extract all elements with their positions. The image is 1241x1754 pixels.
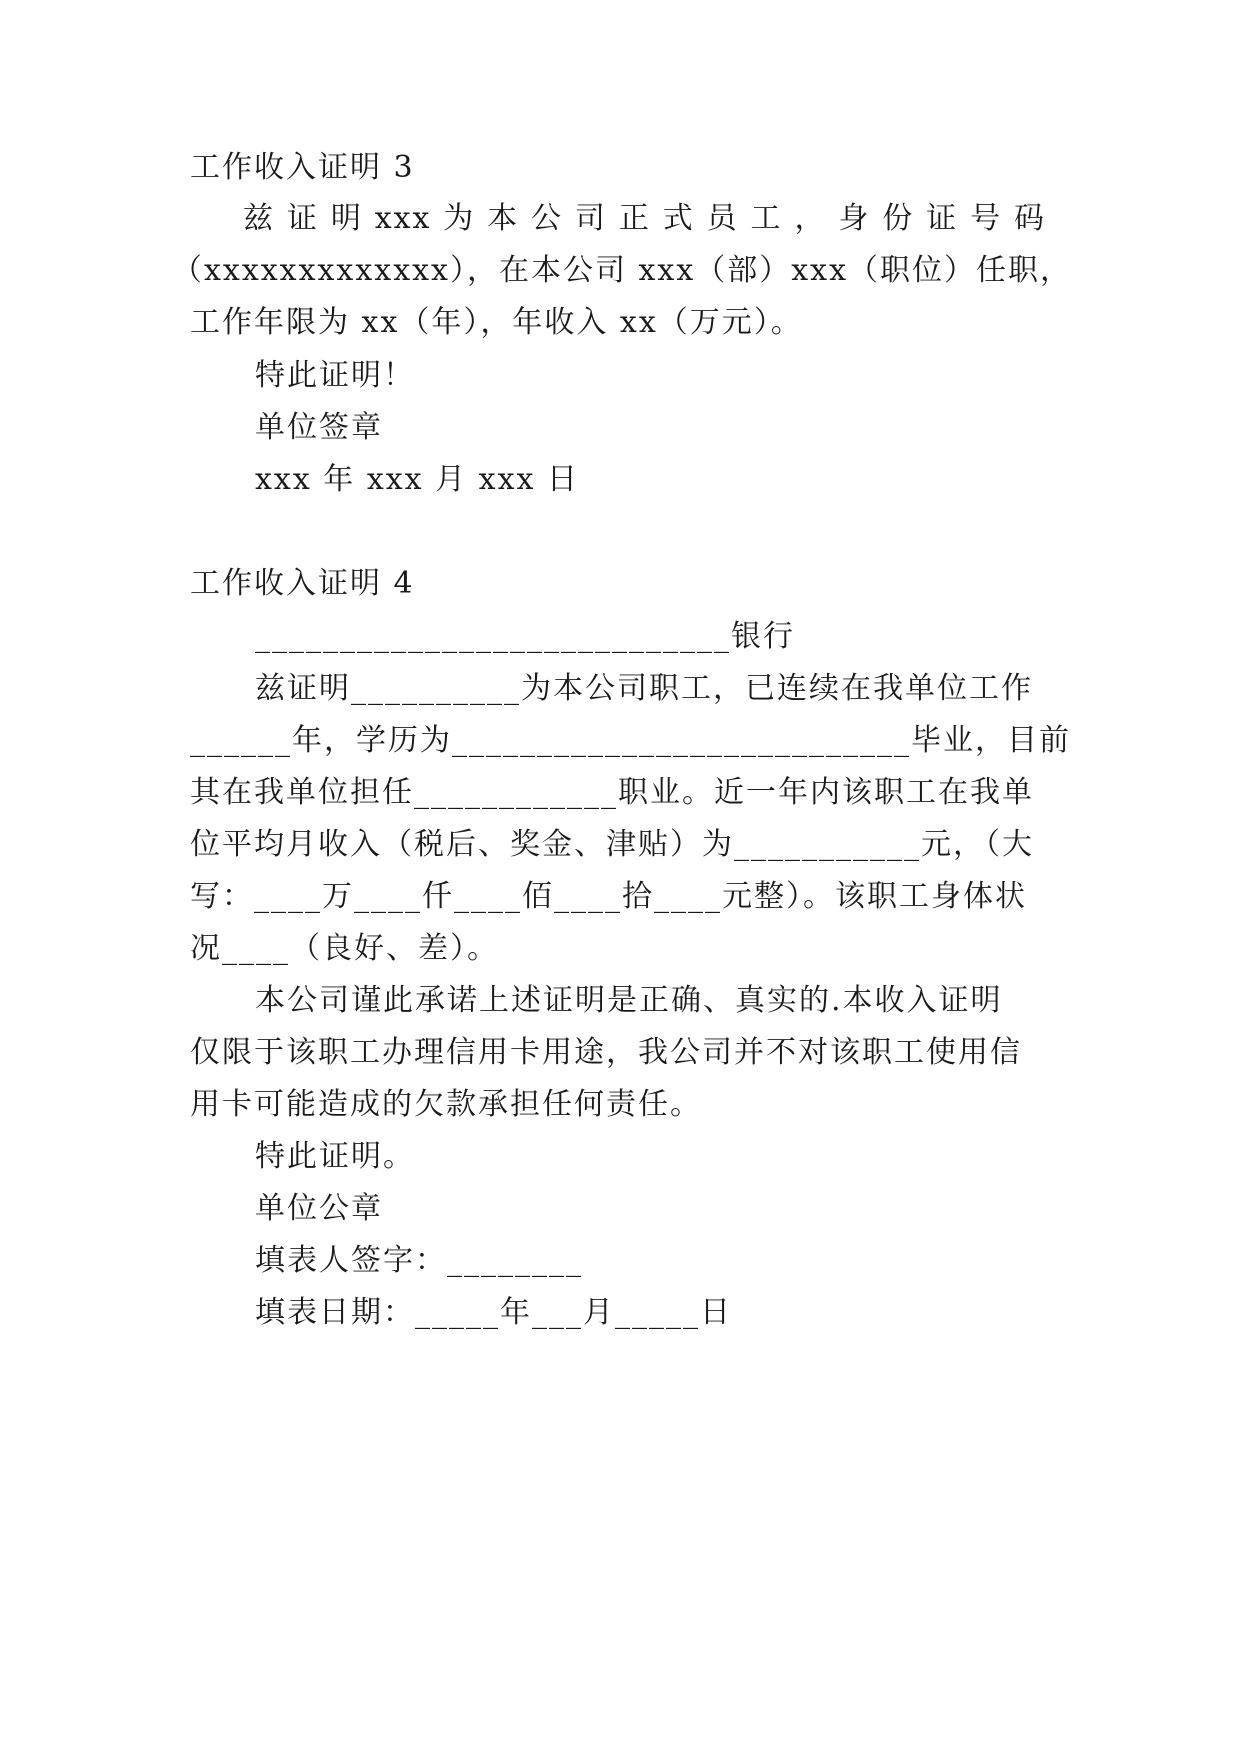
section-4-paragraph-2-line-3: 用卡可能造成的欠款承担任何责任。	[190, 1087, 702, 1122]
section-3-seal: 单位签章	[255, 410, 383, 445]
section-4-paragraph-1-line-2: ______年，学历为___________________________毕业，目前	[190, 723, 1071, 758]
section-4-closing: 特此证明。	[255, 1139, 415, 1174]
section-4-paragraph-2-line-2: 仅限于该职工办理信用卡用途，我公司并不对该职工使用信	[190, 1035, 1022, 1070]
section-3-title: 工作收入证明 3	[190, 150, 415, 185]
section-4-title: 工作收入证明 4	[190, 566, 415, 601]
section-4-paragraph-1-line-1: 兹证明__________为本公司职工，已连续在我单位工作	[255, 671, 1033, 706]
section-4-seal: 单位公章	[255, 1191, 383, 1226]
section-3-closing: 特此证明！	[255, 358, 415, 393]
section-4-date-line: 填表日期：_____年___月_____日	[255, 1295, 732, 1330]
section-4-signer-line: 填表人签字：________	[255, 1243, 583, 1278]
section-4-paragraph-1-line-3: 其在我单位担任____________职业。近一年内该职工在我单	[190, 775, 1034, 810]
section-4-paragraph-1-line-5: 写：____万____仟____佰____拾____元整）。该职工身体状	[190, 879, 1027, 914]
section-3-paragraph-line-2: （xxxxxxxxxxxxx），在本公司 xxx（部）xxx（职位）任职，	[172, 253, 1072, 288]
section-4-bank-line: ____________________________银行	[255, 619, 795, 654]
section-3-paragraph-line-1: 兹 证 明 xxx 为 本 公 司 正 式 员 工 ， 身 份 证 号 码	[243, 201, 1046, 236]
section-4-paragraph-2-line-1: 本公司谨此承诺上述证明是正确、真实的.本收入证明	[255, 983, 1003, 1018]
section-3-paragraph-line-3: 工作年限为 xx（年），年收入 xx（万元）。	[190, 305, 803, 340]
section-3-date: xxx 年 xxx 月 xxx 日	[255, 462, 579, 497]
section-4-paragraph-1-line-6: 况____（良好、差）。	[190, 931, 499, 966]
section-4-paragraph-1-line-4: 位平均月收入（税后、奖金、津贴）为___________元，（大	[190, 827, 1034, 862]
